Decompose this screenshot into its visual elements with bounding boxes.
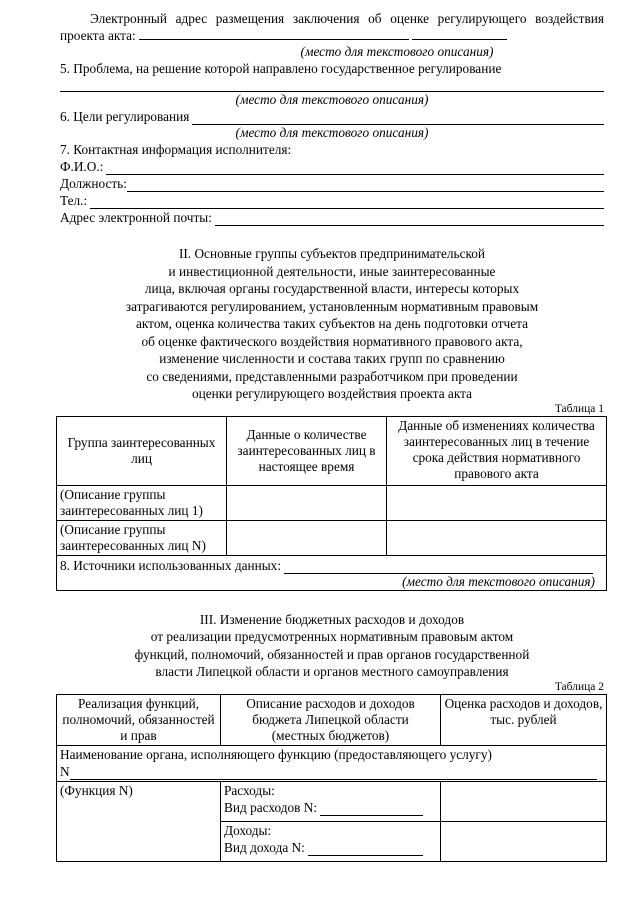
table-1-sources-cell — [57, 555, 607, 590]
sources-hint: (место для текстового описания) — [402, 573, 595, 589]
table-1-header-changes: Данные об изменениях количества заинтересованных лиц в течение срока действия нормативного правового акта — [387, 416, 607, 485]
expense-type-label: Вид расходов N: — [224, 799, 318, 815]
section-3-heading-line: III. Изменение бюджетных расходов и доходов — [199, 611, 465, 627]
section-2-heading-line: изменение численности и состава таких групп по сравнению — [159, 351, 505, 366]
organ-n-line — [70, 767, 597, 780]
phone-row — [60, 192, 604, 209]
item-5-text: 5. Проблема, на решение которой направлено государственное регулирование — [60, 61, 502, 76]
item-5-line — [60, 77, 604, 92]
sources-line — [284, 561, 593, 574]
section-2-heading-line: актом, оценка количества таких субъектов на день подготовки отчета — [136, 316, 528, 331]
email-placement-paragraph — [60, 10, 604, 44]
table-2-expenses-estimate — [441, 781, 607, 821]
section-2-heading-line: II. Основные группы субъектов предпринимательской — [178, 246, 486, 261]
organ-label: Наименование органа, исполняющего функцию (предоставляющего услугу) — [60, 746, 492, 762]
table-2-header-description: Описание расходов и доходов бюджета Липецкой области (местных бюджетов) — [221, 694, 441, 745]
item-6-label: 6. Цели регулирования — [60, 109, 190, 124]
fio-label: Ф.И.О.: — [60, 159, 104, 174]
position-label: Должность: — [60, 176, 127, 191]
table-1-header-group: Группа заинтересованных лиц — [57, 416, 227, 485]
section-2-heading-line: оценки регулирующего воздействия проекта акта — [192, 386, 472, 401]
table-2-organ-cell — [57, 745, 607, 781]
section-2-heading-line: со сведениями, представленными разработчиком при проведении — [146, 368, 518, 384]
item-6-line — [192, 112, 604, 125]
section-2-heading-line: лица, включая органы государственной власти, интересы которых — [144, 281, 520, 296]
income-label: Доходы: — [224, 822, 272, 838]
item-6-row — [60, 108, 604, 125]
hint-text-1: (место для текстового описания) — [300, 44, 494, 59]
table-1-caption: Таблица 1 — [554, 402, 604, 415]
table-1-row-1-group: (Описание группы заинтересованных лиц 1) — [57, 485, 227, 520]
table-2-income-estimate — [441, 821, 607, 861]
email-placement-line-2 — [412, 27, 507, 40]
hint-text-3: (место для текстового описания) — [235, 125, 429, 140]
income-type-label: Вид дохода N: — [224, 839, 305, 855]
expenses-label: Расходы: — [224, 782, 275, 798]
table-2-function-cell: (Функция N) — [57, 781, 221, 861]
fio-line — [106, 162, 604, 175]
email-placement-label: Электронный адрес размещения заключения об оценке регулирующего воздействия проекта акта: — [60, 11, 604, 43]
email-label: Адрес электронной почты: — [60, 210, 212, 225]
table-1-row-n-changes — [387, 520, 607, 555]
hint-text-2: (место для текстового описания) — [235, 92, 429, 107]
section-3-heading-line: власти Липецкой области и органов местного самоуправления — [155, 664, 509, 679]
table-2 — [56, 694, 607, 862]
phone-line — [90, 196, 604, 209]
item-7-text: 7. Контактная информация исполнителя: — [60, 142, 292, 157]
table-1-header-count: Данные о количестве заинтересованных лиц в настоящее время — [227, 416, 387, 485]
section-3-heading — [60, 611, 604, 681]
table-2-expenses-cell — [221, 781, 441, 821]
position-row — [60, 175, 604, 192]
expense-type-line — [320, 803, 423, 816]
table-1 — [56, 416, 607, 591]
table-2-header-functions: Реализация функций, полномочий, обязанностей и прав — [57, 694, 221, 745]
table-1-row-1-changes — [387, 485, 607, 520]
document-page — [60, 10, 604, 862]
table-2-header-estimate: Оценка расходов и доходов, тыс. рублей — [441, 694, 607, 745]
table-1-row-1-count — [227, 485, 387, 520]
sources-label: 8. Источники использованных данных: — [60, 557, 282, 573]
section-2-heading — [60, 245, 604, 403]
fio-row — [60, 158, 604, 175]
section-2-heading-line: об оценке фактического воздействия нормативного правового акта, — [141, 333, 523, 349]
email-placement-line — [139, 27, 409, 40]
email-row — [60, 209, 604, 226]
table-2-caption: Таблица 2 — [554, 680, 604, 693]
table-2-income-cell — [221, 821, 441, 861]
section-2-heading-line: и инвестиционной деятельности, иные заинтересованные — [168, 263, 496, 279]
position-line — [127, 179, 604, 192]
section-3-heading-line: функций, полномочий, обязанностей и прав органов государственной — [134, 646, 530, 662]
organ-n-label: N — [60, 763, 70, 779]
section-3-heading-line: от реализации предусмотренных нормативным правовым актом — [150, 629, 514, 644]
section-2-heading-line: затрагиваются регулированием, установленным нормативным правовым — [125, 298, 539, 314]
table-1-row-n-group: (Описание группы заинтересованных лиц N) — [57, 520, 227, 555]
income-type-line — [308, 843, 423, 856]
email-line — [215, 213, 604, 226]
table-1-row-n-count — [227, 520, 387, 555]
phone-label: Тел.: — [60, 193, 88, 208]
